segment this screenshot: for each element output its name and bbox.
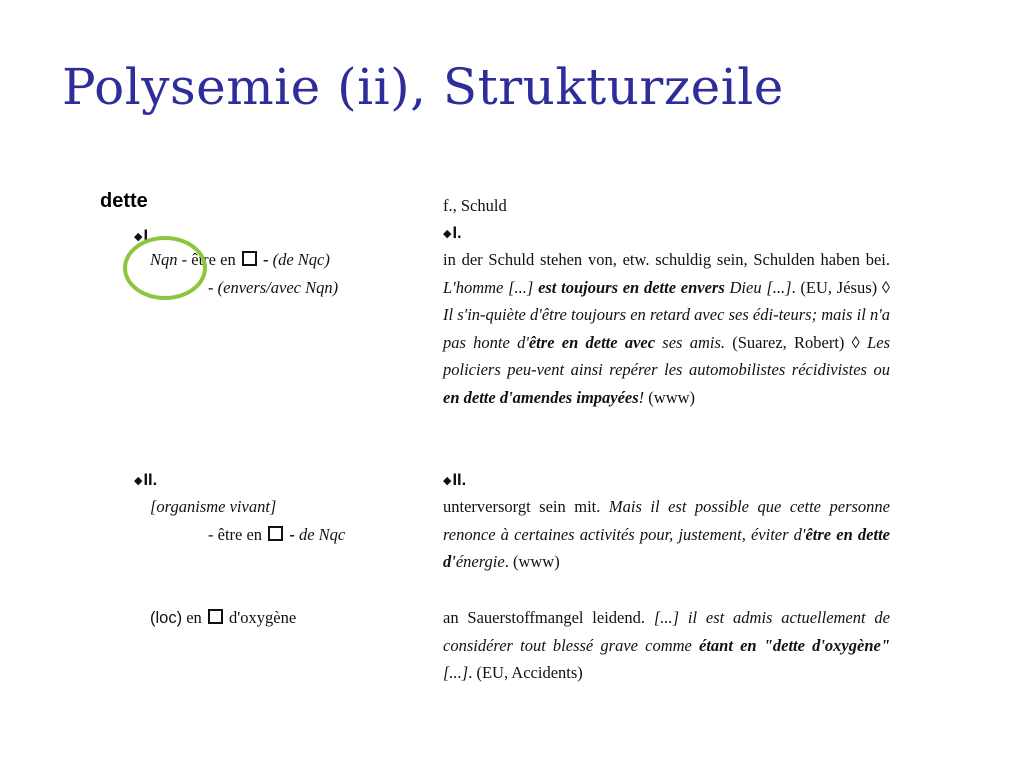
dictionary-entry bbox=[88, 186, 898, 716]
left-sense-1-label: ◆I. bbox=[134, 227, 153, 245]
gender-translation: f., Schuld bbox=[443, 196, 507, 215]
slide-title: Polysemie (ii), Strukturzeile bbox=[62, 58, 784, 116]
right-sense-2-text: unterversorgt sein mit. Mais il est possible que cette personne renonce à certaines activités pour, justement, éviter d'être en dette d'énergie. (www) bbox=[443, 497, 890, 571]
left-sense-2-domain: [organisme vivant] bbox=[150, 497, 277, 516]
left-locution: (loc) en d'oxygène bbox=[150, 608, 297, 627]
left-sense-1-construction: Nqn - être en - (de Nqc) bbox=[150, 250, 330, 269]
highlight-circle bbox=[123, 236, 207, 300]
left-sense-2-construction: - être en - de Nqc bbox=[208, 525, 346, 544]
diamond-icon: ◆ bbox=[134, 231, 143, 243]
diamond-icon: ◆ bbox=[443, 228, 452, 240]
blank-slot-box bbox=[208, 609, 223, 624]
right-sense-2-label: ◆II. bbox=[443, 471, 467, 489]
blank-slot-box bbox=[268, 526, 283, 541]
diamond-icon: ◆ bbox=[134, 475, 143, 487]
right-locution-text: an Sauerstoffmangel leidend. [...] il est admis actuellement de considérer tout blessé grave comme étant en "dette d'oxygène" [...]. (EU, Accidents) bbox=[443, 608, 890, 682]
blank-slot-box bbox=[242, 251, 257, 266]
headword: dette bbox=[100, 190, 148, 212]
right-sense-1-text: in der Schuld stehen von, etw. schuldig sein, Schulden haben bei. L'homme [...] est toujours en dette envers Dieu [...]. (EU, Jésus) ◊ Il s'in-quiète d'être toujours en retard avec ses édi-teurs; mais il n'a pas honte d'être en dette avec ses amis. (Suarez, Robert) ◊ Les policiers peu-vent ainsi repérer les automobilistes récidivistes ou en dette d'amendes impayées! (www) bbox=[443, 250, 891, 407]
diamond-icon: ◆ bbox=[443, 475, 452, 487]
left-sense-1-construction-2: - (envers/avec Nqn) bbox=[208, 278, 339, 297]
left-sense-2-label: ◆II. bbox=[134, 471, 158, 489]
right-sense-1-label: ◆I. bbox=[443, 224, 462, 242]
